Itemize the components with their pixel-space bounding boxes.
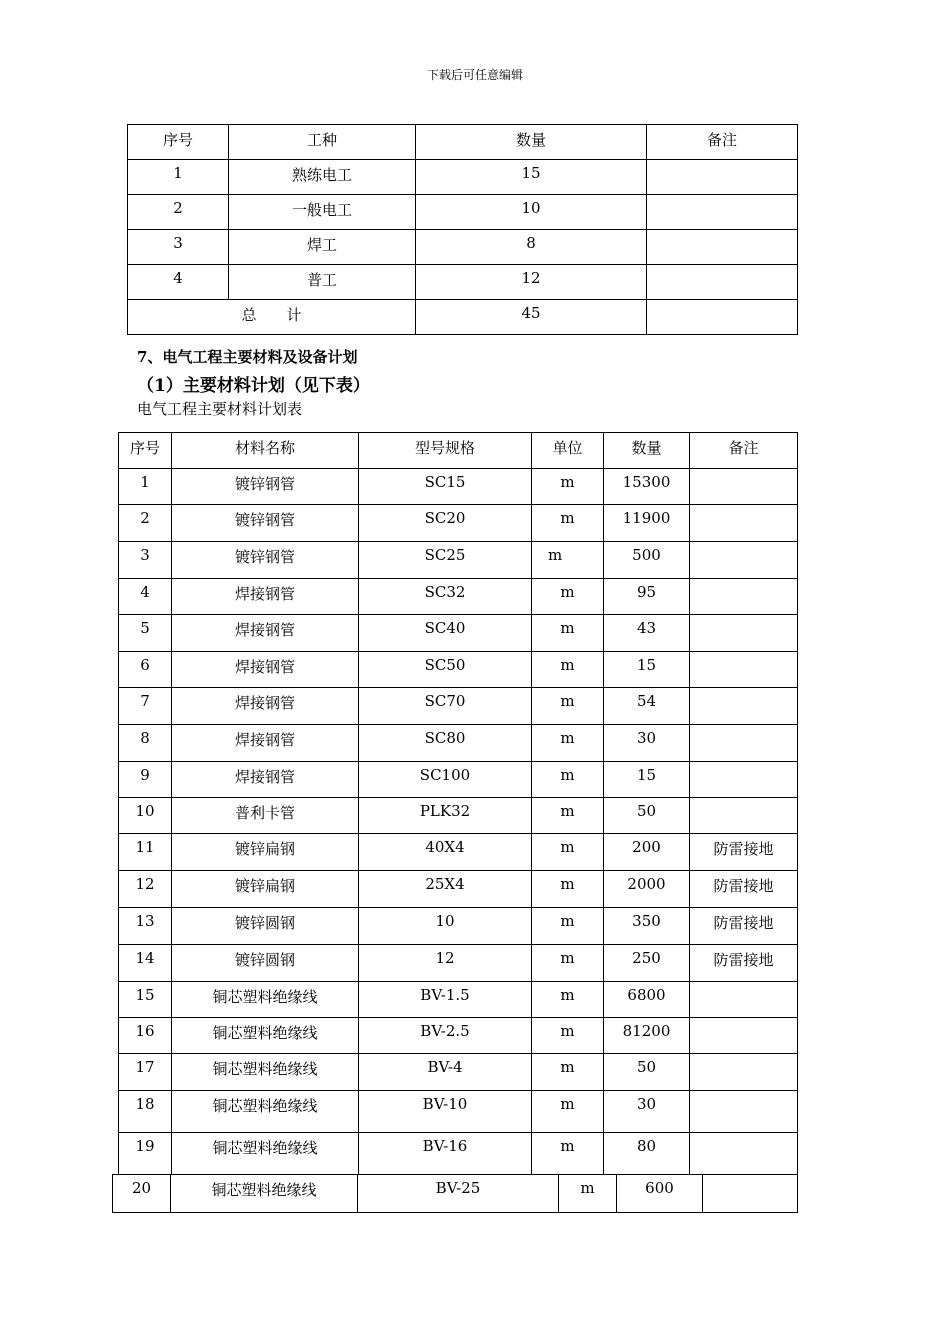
table-cell: 镀锌扁钢	[172, 871, 359, 908]
table-cell: 防雷接地	[690, 908, 798, 945]
table-cell: 15300	[604, 469, 690, 505]
table-row	[119, 1054, 798, 1091]
table-row	[119, 798, 798, 834]
table-row	[119, 1018, 798, 1054]
table-cell: 镀锌圆钢	[172, 945, 359, 982]
table-cell	[690, 579, 798, 615]
table-row	[119, 982, 798, 1018]
table-cell: 25X4	[359, 871, 532, 908]
table-cell: 2	[128, 195, 229, 230]
table-cell: m	[532, 1054, 604, 1091]
table-cell: BV-1.5	[359, 982, 532, 1018]
table-cell: 铜芯塑料绝缘线	[172, 1054, 359, 1091]
table-row	[128, 195, 798, 230]
table-cell: 8	[119, 725, 172, 762]
table-cell: 1	[128, 160, 229, 195]
table-cell: 焊工	[229, 230, 416, 265]
table-cell: 40X4	[359, 834, 532, 871]
table-cell	[690, 652, 798, 688]
table-cell: 200	[604, 834, 690, 871]
table-cell: 镀锌钢管	[172, 469, 359, 505]
materials-table-caption: 电气工程主要材料计划表	[137, 400, 303, 418]
table-cell	[690, 615, 798, 652]
table-cell: 10	[119, 798, 172, 834]
table-cell: m	[532, 542, 604, 579]
table-cell: 80	[604, 1133, 690, 1175]
table-cell: 11	[119, 834, 172, 871]
table-cell: 1	[119, 469, 172, 505]
table-cell: SC70	[359, 688, 532, 725]
table-cell: 15	[604, 762, 690, 798]
table-cell: 15	[416, 160, 647, 195]
table-cell	[690, 505, 798, 542]
table-cell: SC15	[359, 469, 532, 505]
table-cell: 11900	[604, 505, 690, 542]
table-row	[119, 908, 798, 945]
table-cell: 4	[128, 265, 229, 300]
table-row	[119, 469, 798, 505]
table-cell: 6800	[604, 982, 690, 1018]
table-cell: 铜芯塑料绝缘线	[172, 1133, 359, 1175]
table-cell: 镀锌钢管	[172, 542, 359, 579]
table-row	[119, 1091, 798, 1133]
table-cell: 5	[119, 615, 172, 652]
table-cell: 铜芯塑料绝缘线	[172, 1018, 359, 1054]
column-header: 序号	[128, 125, 229, 160]
table-cell: 50	[604, 798, 690, 834]
table-cell: 15	[119, 982, 172, 1018]
table-cell: 14	[119, 945, 172, 982]
column-header: 材料名称	[172, 433, 359, 469]
table-cell: 350	[604, 908, 690, 945]
materials-table-continued	[112, 1174, 798, 1213]
table-row	[119, 652, 798, 688]
column-header: 备注	[647, 125, 798, 160]
table-cell: 3	[128, 230, 229, 265]
table-cell: m	[532, 688, 604, 725]
table-cell: 焊接钢管	[172, 652, 359, 688]
table-cell: 95	[604, 579, 690, 615]
table-cell: m	[532, 945, 604, 982]
table-cell: 熟练电工	[229, 160, 416, 195]
table-cell: 16	[119, 1018, 172, 1054]
table-cell: SC80	[359, 725, 532, 762]
table-cell: 12	[359, 945, 532, 982]
table-cell: 17	[119, 1054, 172, 1091]
table-cell: 防雷接地	[690, 945, 798, 982]
table-cell: 20	[113, 1175, 171, 1213]
table-cell: 81200	[604, 1018, 690, 1054]
table-cell	[690, 762, 798, 798]
table-cell: 铜芯塑料绝缘线	[171, 1175, 358, 1213]
table-row	[119, 579, 798, 615]
table-cell: 12	[119, 871, 172, 908]
table-row	[119, 1133, 798, 1175]
table-cell	[690, 725, 798, 762]
table-cell: SC40	[359, 615, 532, 652]
table-cell: BV-10	[359, 1091, 532, 1133]
materials-table	[118, 432, 798, 1175]
table-cell: SC50	[359, 652, 532, 688]
table-cell: SC100	[359, 762, 532, 798]
table-cell	[647, 160, 798, 195]
table-cell: 12	[416, 265, 647, 300]
table-row	[113, 1175, 798, 1213]
table-cell	[647, 230, 798, 265]
table-row	[119, 688, 798, 725]
table-cell	[690, 542, 798, 579]
page-header: 下载后可任意编辑	[426, 68, 523, 82]
column-header: 数量	[416, 125, 647, 160]
table-cell: m	[532, 982, 604, 1018]
table-cell	[690, 798, 798, 834]
column-header: 备注	[690, 433, 798, 469]
table-cell: 普工	[229, 265, 416, 300]
table-cell: 铜芯塑料绝缘线	[172, 1091, 359, 1133]
table-row	[128, 230, 798, 265]
table-cell: 防雷接地	[690, 834, 798, 871]
table-cell: SC25	[359, 542, 532, 579]
table-cell	[690, 982, 798, 1018]
table-cell: 19	[119, 1133, 172, 1175]
table-cell: 6	[119, 652, 172, 688]
table-cell: 10	[359, 908, 532, 945]
table-cell: 焊接钢管	[172, 762, 359, 798]
table-header-row	[128, 125, 798, 160]
table-cell: m	[559, 1175, 617, 1213]
table-cell: 10	[416, 195, 647, 230]
table-cell: 焊接钢管	[172, 725, 359, 762]
table-cell: 13	[119, 908, 172, 945]
table-cell	[690, 1054, 798, 1091]
table-cell: 镀锌圆钢	[172, 908, 359, 945]
table-cell: 4	[119, 579, 172, 615]
table-cell: 一般电工	[229, 195, 416, 230]
table-row	[119, 615, 798, 652]
table-cell: 8	[416, 230, 647, 265]
table-cell: 250	[604, 945, 690, 982]
table-cell: 3	[119, 542, 172, 579]
table-cell	[647, 195, 798, 230]
table-cell: m	[532, 871, 604, 908]
column-header: 型号规格	[359, 433, 532, 469]
table-cell: m	[532, 1091, 604, 1133]
table-row	[119, 542, 798, 579]
table-cell	[690, 1133, 798, 1175]
table-cell: 500	[604, 542, 690, 579]
table-cell: m	[532, 615, 604, 652]
table-cell: m	[532, 908, 604, 945]
table-cell: BV-16	[359, 1133, 532, 1175]
table-cell: 7	[119, 688, 172, 725]
table-cell	[703, 1175, 798, 1213]
table-row	[128, 265, 798, 300]
table-cell: m	[532, 579, 604, 615]
table-cell: PLK32	[359, 798, 532, 834]
table-cell: 防雷接地	[690, 871, 798, 908]
table-cell: 30	[604, 1091, 690, 1133]
table-cell: m	[532, 1018, 604, 1054]
column-header: 数量	[604, 433, 690, 469]
table-cell: 15	[604, 652, 690, 688]
table-cell	[690, 1018, 798, 1054]
table-row	[119, 871, 798, 908]
table-cell: m	[532, 1133, 604, 1175]
table-cell: 镀锌扁钢	[172, 834, 359, 871]
table-cell: 50	[604, 1054, 690, 1091]
table-row	[119, 834, 798, 871]
table-cell: SC32	[359, 579, 532, 615]
table-cell: m	[532, 469, 604, 505]
table-cell: m	[532, 652, 604, 688]
table-cell: m	[532, 834, 604, 871]
total-label: 总 计	[128, 300, 416, 335]
table-cell	[647, 300, 798, 335]
table-row	[119, 762, 798, 798]
table-header-row	[119, 433, 798, 469]
table-cell: 2	[119, 505, 172, 542]
table-cell: 30	[604, 725, 690, 762]
table-cell: BV-2.5	[359, 1018, 532, 1054]
table-cell: 焊接钢管	[172, 579, 359, 615]
table-cell: m	[532, 725, 604, 762]
table-cell: 600	[617, 1175, 703, 1213]
table-cell: m	[532, 798, 604, 834]
table-cell	[690, 1091, 798, 1133]
table-cell	[690, 469, 798, 505]
workers-table	[127, 124, 798, 335]
table-cell: BV-25	[358, 1175, 559, 1213]
table-cell: m	[532, 505, 604, 542]
column-header: 工种	[229, 125, 416, 160]
column-header: 单位	[532, 433, 604, 469]
table-cell: 43	[604, 615, 690, 652]
column-header: 序号	[119, 433, 172, 469]
table-cell: SC20	[359, 505, 532, 542]
table-cell: 54	[604, 688, 690, 725]
table-row	[128, 160, 798, 195]
table-cell: 普利卡管	[172, 798, 359, 834]
subsection-heading-1: （1）主要材料计划（见下表）	[137, 376, 370, 396]
table-cell: 铜芯塑料绝缘线	[172, 982, 359, 1018]
table-cell	[690, 688, 798, 725]
table-row	[119, 505, 798, 542]
table-cell: 18	[119, 1091, 172, 1133]
table-cell: 9	[119, 762, 172, 798]
total-row	[128, 300, 798, 335]
table-row	[119, 725, 798, 762]
table-row	[119, 945, 798, 982]
section-heading-7: 7、电气工程主要材料及设备计划	[137, 348, 358, 366]
table-cell: 镀锌钢管	[172, 505, 359, 542]
table-cell	[647, 265, 798, 300]
table-cell: 2000	[604, 871, 690, 908]
table-cell: 焊接钢管	[172, 688, 359, 725]
total-value: 45	[416, 300, 647, 335]
table-cell: 焊接钢管	[172, 615, 359, 652]
table-cell: m	[532, 762, 604, 798]
table-cell: BV-4	[359, 1054, 532, 1091]
